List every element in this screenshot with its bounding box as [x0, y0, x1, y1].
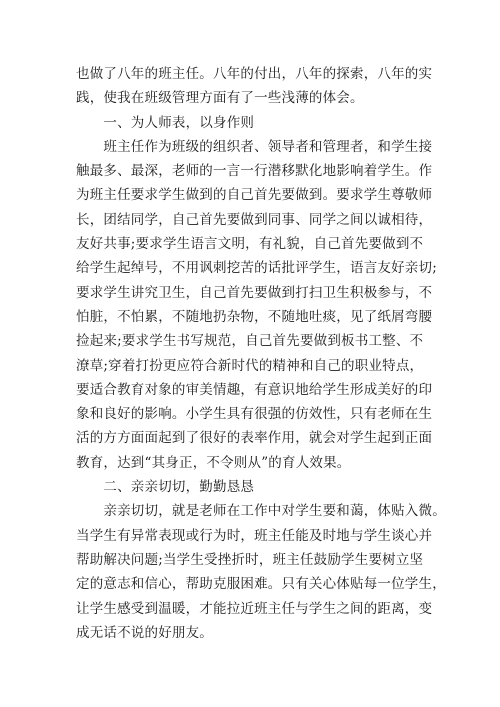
text-line: 象和良好的影响。小学生具有很强的仿效性，只有老师在生: [76, 406, 433, 423]
section-heading: 一、为人师表，以身作则: [76, 114, 255, 131]
text-line: 当学生有异常表现或行为时，班主任能及时地与学生谈心并: [76, 527, 433, 544]
text-line: 要适合教育对象的审美情趣，有意识地给学生形成美好的印: [76, 381, 433, 398]
text-line: 让学生感受到温暖，才能拉近班主任与学生之间的距离，变: [76, 600, 433, 617]
section-heading: 二、亲亲切切，勤勤恳恳: [76, 479, 255, 496]
text-line: 要求学生讲究卫生，自己首先要做到打扫卫生积极参与，不: [76, 284, 433, 301]
text-line: 活的方方面面起到了很好的表率作用，就会对学生起到正面: [76, 430, 433, 447]
text-line: 友好共事;要求学生语言文明，有礼貌，自己首先要做到不: [76, 236, 424, 253]
text-line: 为班主任要求学生做到的自己首先要做到。要求学生尊敬师: [76, 187, 433, 204]
text-line: 帮助解决问题;当学生受挫折时，班主任鼓励学生要树立坚: [76, 551, 424, 568]
text-line: 教育，达到“其身正，不令则从”的育人效果。: [76, 454, 351, 471]
text-line: 成无话不说的好朋友。: [76, 624, 213, 641]
text-line: 践，使我在班级管理方面有了一些浅薄的体会。: [76, 90, 364, 107]
text-line: 潦草;穿着打扮更应符合新时代的精神和自己的职业特点，: [76, 357, 424, 374]
text-line: 长，团结同学，自己首先要做到同事、同学之间以诚相待，: [76, 211, 433, 228]
text-line: 也做了八年的班主任。八年的付出，八年的探索，八年的实: [76, 66, 433, 82]
document-body: [76, 62, 446, 645]
text-line: 触最多、最深，老师的一言一行潜移默化地影响着学生。作: [76, 163, 433, 180]
text-line: 亲亲切切，就是老师在工作中对学生要和蔼，体贴入微。: [76, 503, 446, 520]
text-line: 定的意志和信心，帮助克服困难。只有关心体贴每一位学生，: [76, 576, 446, 593]
text-line: 捡起来;要求学生书写规范，自己首先要做到板书工整、不: [76, 333, 424, 350]
text-line: 怕脏，不怕累，不随地扔杂物，不随地吐痰，见了纸屑弯腰: [76, 308, 433, 325]
text-line: 给学生起绰号，不用讽刺挖苦的话批评学生，语言友好亲切;: [76, 260, 437, 277]
text-line: 班主任作为班级的组织者、领导者和管理者，和学生接: [76, 138, 433, 155]
